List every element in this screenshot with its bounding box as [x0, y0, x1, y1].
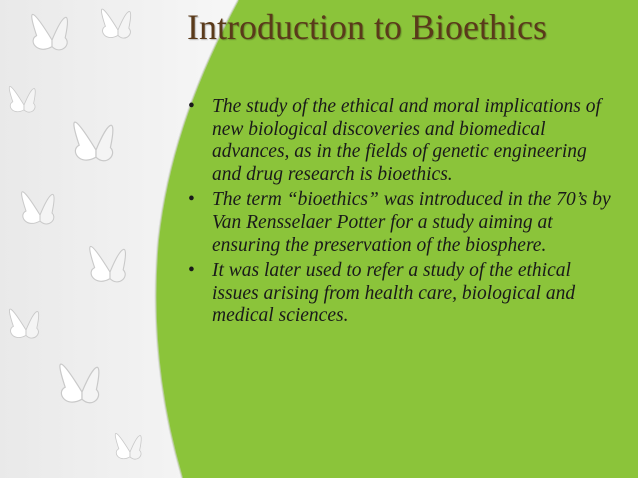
bullet-item — [186, 260, 616, 328]
bullet-item — [186, 96, 616, 186]
bullet-marker-icon: • — [188, 260, 195, 282]
bullet-text: The study of the ethical and moral implications of new biological discoveries and biomedical advances, as in the fields of genetic engineering and drug research is bioethics. — [212, 96, 601, 185]
bullet-marker-icon: • — [188, 189, 195, 211]
bullet-list — [186, 96, 616, 331]
slide-title: Introduction to Bioethics — [187, 7, 547, 47]
bullet-marker-icon: • — [188, 96, 195, 117]
bullet-item — [186, 189, 616, 257]
bullet-text: The term “bioethics” was introduced in the 70’s by Van Rensselaer Potter for a study aiming at ensuring the preservation of the biosphere. — [212, 189, 611, 256]
bullet-text: It was later used to refer a study of the ethical issues arising from health care, biological and medical sciences. — [212, 260, 576, 327]
